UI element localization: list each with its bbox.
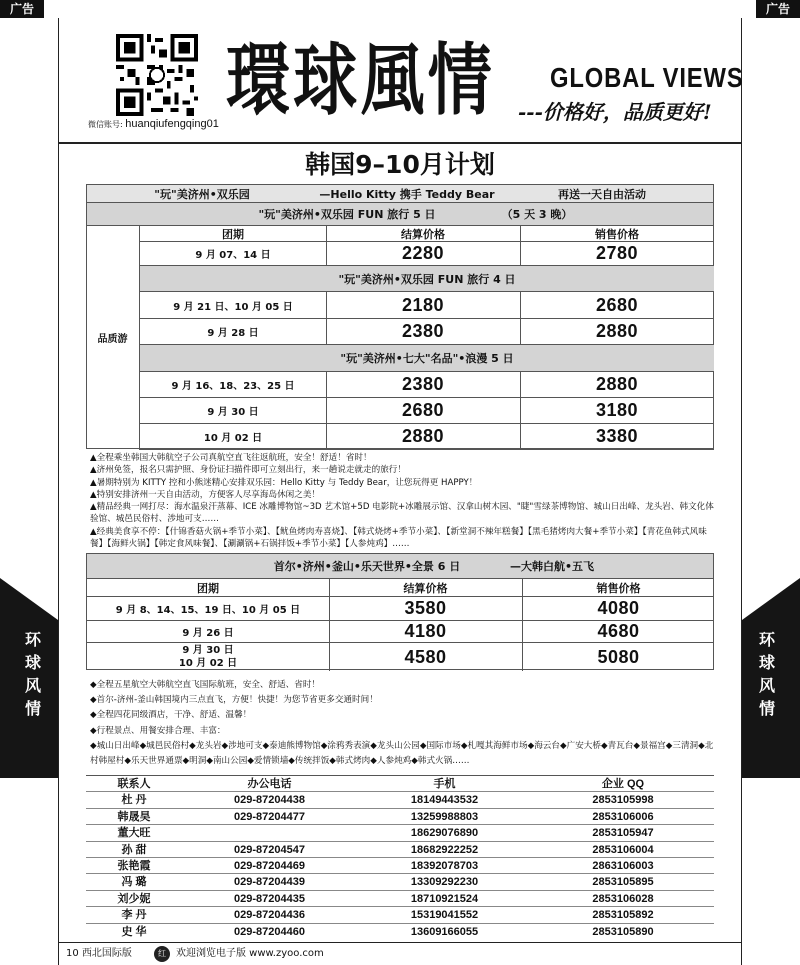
package-extra: （5 天 3 晚） [501,208,573,221]
contact-mobile: 18710921524 [410,892,479,905]
contact-name: 杜 丹 [121,794,147,807]
header-name: 联系人 [117,778,151,790]
package-name: "玩"美济州•双乐园 FUN 旅行 4 日 [338,272,516,286]
masthead [58,18,742,144]
seoul-table [86,553,714,670]
sale-price: 3380 [595,426,639,446]
contact-name: 董大旺 [117,827,151,840]
package-title [140,345,714,372]
sale-price: 2880 [595,321,639,341]
wechat-id: huanqiufengqing01 [125,118,219,130]
sale-price: 2680 [595,294,639,315]
side-char: 情 [24,699,41,718]
table-row [140,398,714,424]
sale-price: 2780 [595,243,639,263]
tour-date: 9 月 21 日、10 月 05 日 [173,301,293,313]
contact-header [86,776,714,792]
table-header [140,226,714,242]
seoul-notes [90,678,714,769]
settle-price: 2380 [401,321,445,341]
page-footer [58,942,742,965]
side-char: 风 [24,676,41,695]
side-char: 球 [758,653,775,672]
contact-name: 刘少妮 [117,892,151,905]
brand-logo: 環球風情 [226,35,495,126]
tour-date: 9 月 16、18、23、25 日 [171,381,295,392]
contact-row [86,825,714,841]
contact-mobile: 15319041552 [410,909,479,922]
contact-office: 029-87204547 [234,843,305,856]
contact-mobile: 13609166055 [410,925,479,938]
note-line: ▲济州免签，报名只需护照、身份证扫描件即可立刻出行，来一趟说走就走的旅行！ [90,465,406,476]
contact-row [86,842,714,858]
contact-row [86,809,714,825]
contact-qq: 2853106028 [592,892,654,905]
tour-date: 10 月 02 日 [203,433,263,444]
brand-slogan: ---价格好，品质更好! [518,100,712,124]
note-line: ▲经典美食享不停：【什锦香菇火锅+季节小菜】、【鱿鱼烤肉寿喜烧】、【韩式烧烤+季节小菜】、【新堂洞不辣年糕餐】【黑毛猪烤肉大餐+季节小菜】【青花鱼韩式风味餐】【海鲜火锅】【韩定食风味餐】、【涮涮锅+石锅拌饭+季节小菜】【人参炖鸡】…… [90,526,707,550]
footer-website[interactable]: 欢迎浏览电子版 www.zyoo.com [176,948,324,959]
contact-qq: 2853105890 [592,925,654,938]
contact-mobile: 18682922252 [410,843,479,856]
contact-name: 李 丹 [121,909,147,922]
header-settle: 结算价格 [403,581,448,595]
note-line: ▲全程乘坐韩国大韩航空子公司真航空直飞往返航班，安全！舒适！省时！ [90,453,372,463]
header-date: 团期 [222,227,244,241]
contact-mobile: 13259988803 [410,810,479,823]
contact-row [86,858,714,874]
package-name: "玩"美济州•双乐园 FUN 旅行 5 日 [258,208,436,221]
package-title [87,203,713,226]
header-sale: 销售价格 [595,227,639,241]
contact-row [86,924,714,940]
package-name: "玩"美济州•七大"名品"•浪漫 5 日 [340,352,514,365]
table-row [140,372,714,398]
header-office: 办公电话 [247,778,292,790]
page-title: 韩国9–10月计划 [305,150,495,179]
contact-qq: 2853106006 [592,810,654,823]
contact-office [182,825,357,841]
side-char: 球 [24,653,41,672]
settle-price: 2880 [401,426,445,446]
note-line: ▲精品经典一网打尽：海水温泉汗蒸幕、ICE 冰雕博物馆~3D 艺术馆+5D 电影院+冰雕展示馆、汉拿山树木园、"睫"雪绿茶博物馆、城山日出峰、龙头岩、韩文化体验馆、城邑民俗村、涉地可支…… [90,502,714,525]
package-title [140,266,714,292]
settle-price: 2280 [401,243,445,263]
ad-tag-left: 广告 [0,0,44,18]
seoul-banner-airline: —大韩白航•五飞 [509,560,595,573]
settle-price: 3580 [404,598,447,618]
qr-code-icon [116,34,198,116]
table-row [87,621,713,643]
settle-price: 2380 [401,374,445,394]
tour-date: 9 月 26 日 [182,628,234,639]
table-row [140,319,714,345]
contact-mobile: 18392078703 [410,860,479,872]
contact-office: 029-87204460 [234,925,305,938]
header-qq: 企业 QQ [601,778,645,790]
side-char: 环 [758,630,775,649]
contact-name: 史 华 [121,925,147,938]
contact-qq: 2853105998 [592,794,654,807]
table-header [87,579,713,597]
jeju-notes [90,452,714,550]
contact-qq: 2863106003 [592,860,654,872]
contact-office: 029-87204477 [234,810,305,823]
contact-table [86,775,714,939]
note-line: ◆城山日出峰◆城邑民俗村◆龙头岩◆涉地可支◆泰迪熊博物馆◆涂鸦秀表演◆龙头山公园◆国际市场◆札嘎其海鲜市场◆海云台◆广安大桥◆青瓦台◆景福宫◆三清洞◆北村韩屋村◆乐天世界通票◆明洞◆南山公园◆爱情锁墙◆传统拌饭◆韩式烤肉◆人参炖鸡◆韩式火锅…… [90,740,714,767]
contact-row [86,907,714,923]
table-row [87,643,713,671]
banner-part: —Hello Kitty 携手 Teddy Bear [319,187,495,201]
contact-name: 冯 璐 [121,876,147,889]
tour-date: 9 月 28 日 [207,328,259,339]
tour-date: 9 月 8、14、15、19 日、10 月 05 日 [115,605,301,616]
note-line: ◆全程四花同级酒店，干净、舒适、温馨！ [90,710,252,721]
note-line: ▲特别安排济州一天自由活动，方便客人尽享海岛休闲之美！ [90,489,321,500]
contact-mobile: 13309292230 [410,876,479,889]
brand-english: GLOBAL VIEWS [550,62,744,93]
seoul-banner-title: 首尔•济州•釜山•乐天世界•全景 6 日 [273,560,461,573]
sale-price: 4680 [597,621,640,641]
category-label: 品质游 [86,225,140,450]
side-char: 情 [758,699,775,718]
contact-qq: 2853105947 [592,827,654,840]
jeju-price-table [140,226,714,450]
contact-office: 029-87204436 [234,909,305,922]
tour-date-line: 10 月 02 日 [178,658,238,669]
settle-price: 4180 [404,621,447,641]
banner-part: 再送一天自由活动 [558,187,646,201]
table-row [140,424,714,450]
contact-row [86,874,714,890]
tour-date-line: 9 月 30 日 [182,645,234,656]
side-tab-text [756,628,778,720]
wechat-account [88,118,219,130]
contact-row [86,891,714,907]
seoul-banner [87,554,713,579]
settle-price: 2680 [401,400,445,420]
header-date: 团期 [197,581,219,595]
note-line: ◆全程五星航空大韩航空直飞国际航班，安全、舒适、省时！ [90,680,321,690]
contact-mobile: 18629076890 [410,827,479,840]
settle-price: 2180 [401,294,445,315]
contact-qq: 2853105892 [592,909,654,922]
settle-price: 4580 [404,646,447,667]
sale-price: 2880 [595,374,639,394]
note-line: ▲暑期特别为 KITTY 控和小熊迷精心安排双乐园：Hello Kitty 与 Teddy Bear，让您玩得更 HAPPY！ [90,477,478,488]
wechat-label: 微信账号: [88,120,123,129]
header-mobile: 手机 [433,778,456,790]
contact-name: 韩晟昊 [117,810,151,823]
side-tab-left [0,578,58,778]
contact-mobile: 18149443532 [410,794,479,807]
header-sale: 销售价格 [596,581,641,595]
table-row [87,597,713,621]
banner-part: "玩"美济州•双乐园 [154,187,250,201]
contact-office: 029-87204469 [234,860,305,872]
note-line: ◆首尔-济州-釜山韩国境内三点直飞，方便！快捷！为您节省更多交通时间！ [90,695,378,706]
contact-name: 孙 甜 [121,843,147,856]
contact-office: 029-87204439 [234,876,305,889]
page-number: 10 西北国际版 [66,948,132,959]
table-row [140,292,714,319]
header-settle: 结算价格 [401,227,445,241]
tour-date [87,643,329,671]
contact-office: 029-87204435 [234,892,305,905]
contact-qq: 2853105895 [592,876,654,889]
ad-tag-right: 广告 [756,0,800,18]
table-row [140,242,714,266]
side-tab-text [22,628,44,720]
side-tab-right [742,578,800,778]
contact-qq: 2853106004 [592,843,654,856]
sale-price: 4080 [597,598,640,618]
side-char: 环 [24,630,41,649]
footer-logo-icon: 红 [154,946,170,962]
note-line: ◆行程景点、用餐安排合理、丰富： [90,725,226,736]
jeju-banner [87,185,713,203]
tour-date: 9 月 30 日 [207,407,259,418]
contact-name: 张艳霞 [117,860,151,872]
contact-office: 029-87204438 [234,794,305,807]
sale-price: 3180 [595,400,639,420]
tour-date: 9 月 07、14 日 [195,250,271,261]
side-char: 风 [758,676,775,695]
sale-price: 5080 [597,646,640,667]
contact-row [86,792,714,808]
